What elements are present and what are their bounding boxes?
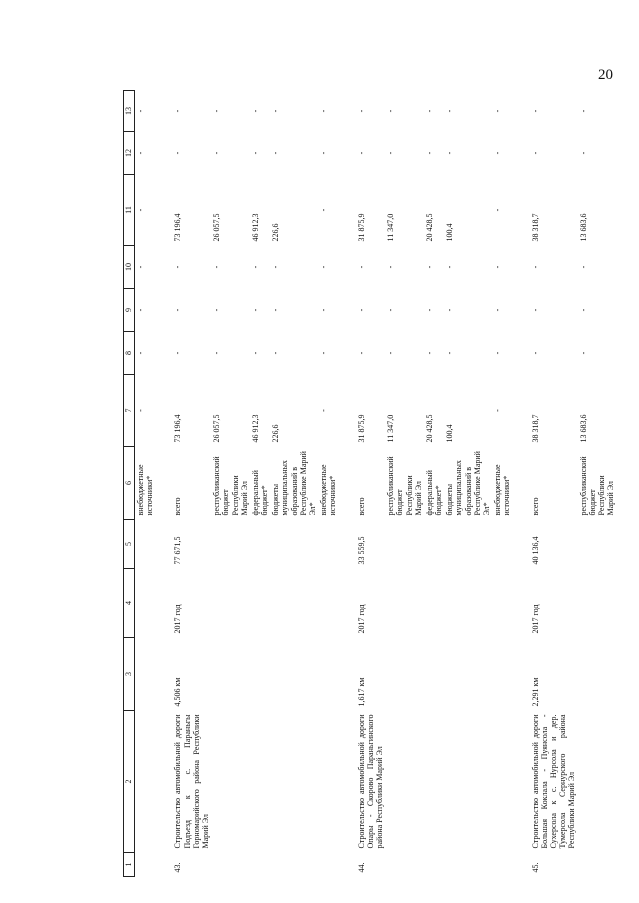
table-cell: - [319,308,329,312]
table-cell: - [493,308,503,312]
table-cell: бюджеты муниципальных образований в Республике Марий Эл* [445,451,491,516]
table-cell: 20 428,5 [424,414,434,443]
table-cell: - [424,351,434,355]
table-cell [211,711,250,853]
rotated-table-container [123,91,616,877]
table-cell: 45. [530,862,540,873]
table-cell [135,853,169,877]
table-cell: - [173,308,183,312]
table-cell [578,638,617,711]
table-cell: - [356,151,366,155]
table-cell: 11 347,0 [386,414,396,443]
table-cell: - [493,151,503,155]
table-cell: - [578,265,588,269]
table-row [352,91,386,877]
table-cell: 38 318,7 [530,414,540,443]
table-cell [250,520,270,569]
table-cell: 46 912,3 [250,213,260,242]
table-cell [270,638,318,711]
table-cell: - [250,265,260,269]
table-cell: - [445,109,455,113]
header-row [124,91,135,877]
table-cell: - [136,265,145,269]
table-cell: - [424,308,434,312]
table-cell [424,569,444,638]
table-cell: 1,617 км [356,677,366,707]
table-cell [318,711,351,853]
table-cell [318,520,351,569]
table-row [168,91,211,877]
table-cell: 13 683,6 [578,414,588,443]
table-cell [492,853,525,877]
table-row [578,91,617,877]
table-cell: 11 347,0 [386,213,396,242]
table-cell: - [212,351,222,355]
table-cell [492,711,525,853]
table-cell [250,853,270,877]
table-cell: 2,291 км [530,677,540,707]
table-cell: - [578,308,588,312]
table-cell: бюджеты муниципальных образований в Республике Марий Эл* [271,451,317,516]
table-cell [578,711,617,853]
table-cell: - [173,109,183,113]
table-cell [424,638,444,711]
page-number: 20 [598,67,613,83]
header-cell: 1 [124,853,135,877]
table-cell [578,853,617,877]
table-cell [444,520,492,569]
table-cell: - [493,351,503,355]
table-cell: - [319,109,329,113]
table-cell: - [136,308,145,312]
header-cell: 13 [124,91,135,132]
table-cell: - [319,265,329,269]
header-cell: 11 [124,175,135,246]
table-cell: всего [530,497,540,516]
table-cell: 100,4 [445,424,455,443]
program-table [123,90,616,877]
table-cell: Строительство автомобильной дороги Подъезд к с. Параньгы Горномарийского района Республики Марий Эл [173,714,210,849]
table-cell: - [530,351,540,355]
table-cell: - [212,151,222,155]
table-cell: 2017 год [356,604,366,634]
table-cell [492,569,525,638]
table-cell: 43. [173,862,183,873]
header-cell: 10 [124,246,135,289]
table-cell [135,569,169,638]
table-cell [424,711,444,853]
table-cell: - [386,109,396,113]
table-cell: Строительство автомобильной дороги Опары - Скорово Параньгинского района Республики Марий Эл [356,714,384,849]
table-cell [444,638,492,711]
table-cell: - [356,308,366,312]
table-row [424,91,444,877]
header-cell: 9 [124,289,135,332]
table-cell: всего [356,497,366,516]
table-cell: - [386,308,396,312]
table-cell: 26 057,5 [212,213,222,242]
table-cell: всего [173,497,183,516]
table-cell: 77 671,5 [173,536,183,565]
header-cell: 4 [124,569,135,638]
table-cell: - [173,265,183,269]
table-cell: Строительство автомобильной дороги Большая Коклала - Пуянсола - Сухерсола к с. Нурсола и дер. Тумерсола Сернурского района Республики Марий Эл [530,714,577,849]
table-cell: - [136,208,145,212]
table-cell [211,520,250,569]
table-cell: - [136,351,145,355]
table-cell: 2017 год [173,604,183,634]
table-cell [250,711,270,853]
table-cell [385,638,424,711]
table-cell [578,569,617,638]
table-cell [385,853,424,877]
table-cell: - [271,151,281,155]
table-cell [135,711,169,853]
table-cell: - [445,151,455,155]
table-cell: 31 875,9 [356,213,366,242]
table-cell [270,711,318,853]
table-cell: - [271,109,281,113]
header-cell: 5 [124,520,135,569]
table-cell: - [530,109,540,113]
table-row [250,91,270,877]
table-cell: республиканский бюджет Республики Марий Эл [212,456,249,516]
table-cell: - [136,409,145,412]
table-row [444,91,492,877]
table-cell [318,569,351,638]
table-body [135,91,617,877]
table-row [211,91,250,877]
table-cell: - [386,351,396,355]
header-cell: 7 [124,375,135,447]
table-cell: - [578,351,588,355]
table-cell: - [445,265,455,269]
table-cell: 100,4 [445,223,455,242]
table-cell: - [493,265,503,269]
table-cell [385,711,424,853]
table-row [385,91,424,877]
table-cell: - [136,151,145,155]
table-cell: - [578,109,588,113]
table-cell: 226,6 [271,223,281,242]
table-cell: - [250,351,260,355]
table-row [318,91,351,877]
header-cell: 2 [124,711,135,853]
table-cell [492,638,525,711]
table-cell: - [271,265,281,269]
table-cell: - [250,151,260,155]
table-cell [492,520,525,569]
table-cell: - [530,265,540,269]
table-cell [444,569,492,638]
table-cell: республиканский бюджет Республики Марий Эл [386,456,423,516]
table-cell: - [271,308,281,312]
table-cell: - [356,351,366,355]
table-cell: - [386,151,396,155]
table-cell: 2017 год [530,604,540,634]
table-cell [250,569,270,638]
table-cell [385,520,424,569]
table-cell: федеральный бюджет* [250,470,270,516]
table-cell [250,638,270,711]
table-cell: - [424,265,434,269]
table-cell: 33 559,5 [356,536,366,565]
table-cell: - [212,265,222,269]
table-cell: - [319,151,329,155]
table-cell [211,638,250,711]
table-cell: - [493,409,503,412]
table-cell: 44. [356,862,366,873]
table-cell: 20 428,5 [424,213,434,242]
header-cell: 3 [124,638,135,711]
table-cell: - [424,109,434,113]
table-cell [424,853,444,877]
table-cell: 73 196,4 [173,414,183,443]
table-cell: - [173,351,183,355]
table-cell [135,638,169,711]
table-cell [135,520,169,569]
table-cell [270,569,318,638]
table-cell: - [493,208,503,212]
table-cell: - [319,208,329,212]
header-cell: 12 [124,132,135,175]
table-row [135,91,169,877]
table-cell [444,853,492,877]
table-cell [270,520,318,569]
table-cell: - [578,151,588,155]
table-cell: - [136,109,145,113]
table-cell: 4,506 км [173,677,183,707]
table-cell: республиканский бюджет Республики Марий Эл [578,456,616,516]
table-cell: внебюджетные источники* [493,464,512,516]
header-cell: 6 [124,447,135,520]
table-cell [211,853,250,877]
table-cell: 73 196,4 [173,213,183,242]
header-cell: 8 [124,332,135,375]
table-cell: - [356,109,366,113]
table-cell: - [530,151,540,155]
table-cell: - [386,265,396,269]
table-cell: - [250,109,260,113]
table-cell: 38 318,7 [530,213,540,242]
table-cell: - [356,265,366,269]
table-cell: - [212,308,222,312]
table-cell: - [319,409,329,412]
table-cell: - [212,109,222,113]
table-cell [270,853,318,877]
table-cell [318,638,351,711]
table-cell: федеральный бюджет* [424,470,444,516]
table-cell: - [493,109,503,113]
table-cell: внебюджетные источники* [319,464,338,516]
table-cell: 13 683,6 [578,213,588,242]
table-row [270,91,318,877]
table-cell [385,569,424,638]
table-cell: 31 875,9 [356,414,366,443]
table-cell: 46 912,3 [250,414,260,443]
table-cell: - [271,351,281,355]
table-cell: 226,6 [271,424,281,443]
table-cell [424,520,444,569]
table-cell: - [445,351,455,355]
table-cell: внебюджетные источники* [136,464,155,516]
table-cell: - [445,308,455,312]
table-cell: - [530,308,540,312]
table-row [492,91,525,877]
table-row [526,91,578,877]
table-cell [211,569,250,638]
table-cell: - [424,151,434,155]
table-cell: - [250,308,260,312]
table-cell: 40 136,4 [530,536,540,565]
table-cell: - [319,351,329,355]
table-cell [444,711,492,853]
table-cell [318,853,351,877]
table-cell [578,520,617,569]
table-cell: 26 057,5 [212,414,222,443]
table-cell: - [173,151,183,155]
